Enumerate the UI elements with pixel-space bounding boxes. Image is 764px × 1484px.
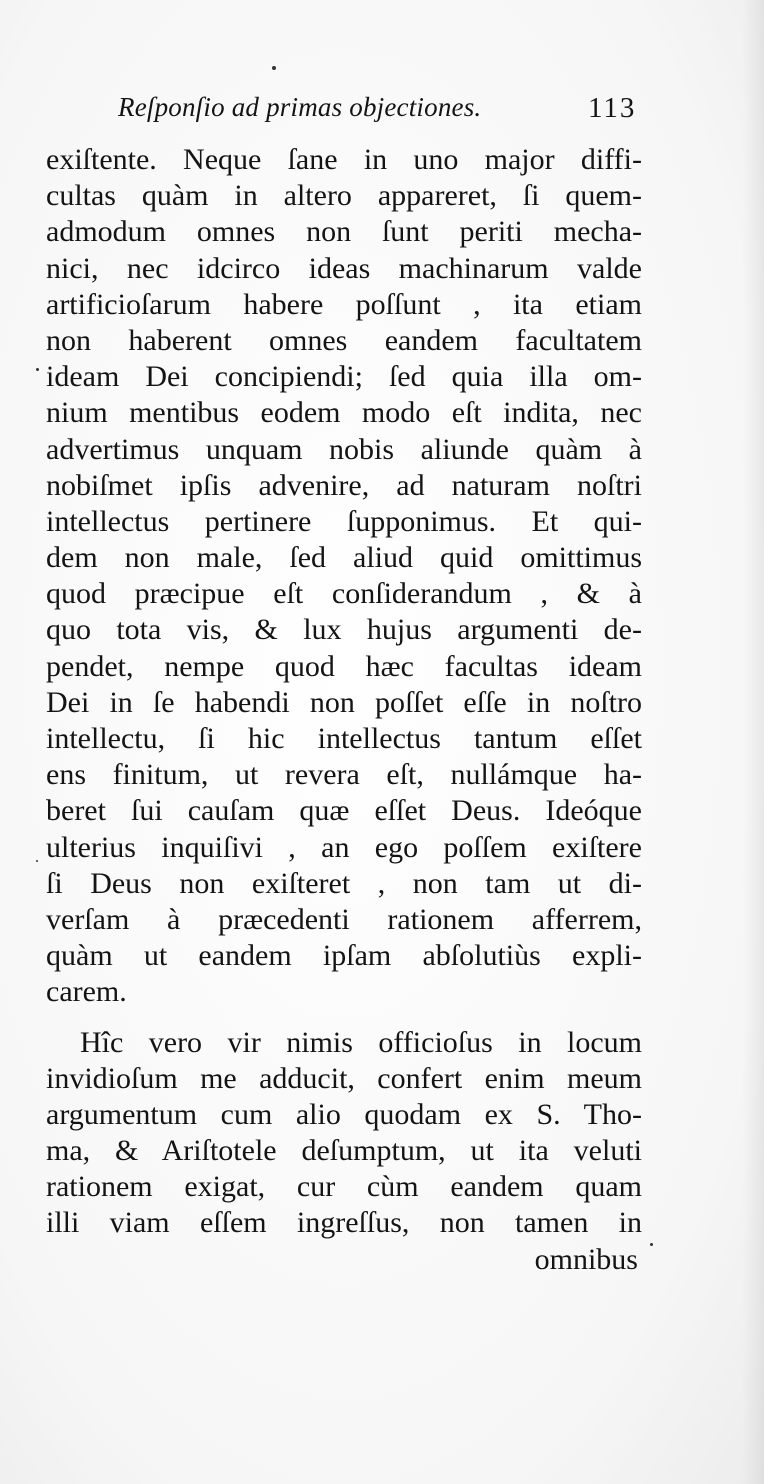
text-line: Dei in ſe habendi non poſſet eſſe in noſtro bbox=[46, 685, 642, 719]
ink-speck bbox=[272, 66, 276, 70]
paragraph-gap bbox=[46, 1011, 642, 1025]
text-line: pendet, nempe quod hæc facultas ideam bbox=[46, 649, 642, 683]
text-line: dem non male, ſed aliud quid omittimus bbox=[46, 541, 642, 575]
text-line: intellectu, ſi hic intellectus tantum eſſet bbox=[46, 722, 642, 755]
text-line: beret ſui cauſam quæ eſſet Deus. Ideóque bbox=[46, 794, 642, 828]
text-line: rationem exigat, cur cùm eandem quam bbox=[46, 1170, 642, 1204]
ink-speck bbox=[650, 1243, 653, 1246]
ink-speck bbox=[36, 860, 38, 862]
running-head: Reſponſio ad primas objectiones. bbox=[118, 92, 482, 122]
text-line: nici, nec idcirco ideas machinarum valde bbox=[46, 251, 642, 285]
text-line: verſam à præcedenti rationem afferrem, bbox=[46, 902, 642, 936]
page-edge-shadow bbox=[742, 0, 764, 1484]
page-number: 113 bbox=[588, 92, 637, 124]
text-line: ſi Deus non exiſteret , non tam ut di- bbox=[46, 866, 642, 900]
text-line: invidioſum me adducit, confert enim meum bbox=[46, 1061, 642, 1095]
paragraph-1 bbox=[46, 142, 642, 1011]
text-line: quo tota vis, & lux hujus argumenti de- bbox=[46, 613, 642, 647]
text-line: Hîc vero vir nimis officioſus in locum bbox=[80, 1025, 642, 1059]
text-line: nobiſmet ipſis advenire, ad naturam noſtri bbox=[46, 468, 642, 502]
catchword: omnibus bbox=[534, 1242, 638, 1276]
ink-speck bbox=[36, 368, 39, 371]
text-line: carem. bbox=[46, 975, 127, 1009]
text-line: cultas quàm in altero appareret, ſi quem- bbox=[46, 179, 642, 213]
text-line: ens finitum, ut revera eſt, nullámque ha- bbox=[46, 758, 642, 792]
text-line: admodum omnes non ſunt periti mecha- bbox=[46, 215, 642, 249]
text-line: quod præcipue eſt conſiderandum , & à bbox=[46, 577, 642, 611]
text-line: non haberent omnes eandem facultatem bbox=[46, 323, 642, 357]
text-line: ideam Dei concipiendi; ſed quia illa om- bbox=[46, 360, 642, 394]
page-header bbox=[0, 92, 764, 132]
body-text bbox=[46, 142, 642, 1278]
text-line: exiſtente. Neque ſane in uno major diffi- bbox=[46, 143, 642, 176]
text-line: artificioſarum habere poſſunt , ita etiam bbox=[46, 287, 642, 321]
text-line: advertimus unquam nobis aliunde quàm à bbox=[46, 432, 642, 466]
text-line: quàm ut eandem ipſam abſolutiùs expli- bbox=[46, 939, 642, 973]
text-line: ma, & Ariſtotele deſumptum, ut ita veluti bbox=[46, 1134, 642, 1168]
text-line: illi viam eſſem ingreſſus, non tamen in bbox=[46, 1206, 642, 1240]
paragraph-2 bbox=[46, 1025, 642, 1242]
text-line: argumentum cum alio quodam ex S. Tho- bbox=[46, 1097, 642, 1131]
text-line: intellectus pertinere ſupponimus. Et qui- bbox=[46, 504, 642, 538]
text-line: nium mentibus eodem modo eſt indita, nec bbox=[46, 396, 642, 430]
text-line: ulterius inquiſivi , an ego poſſem exiſtere bbox=[46, 830, 642, 864]
